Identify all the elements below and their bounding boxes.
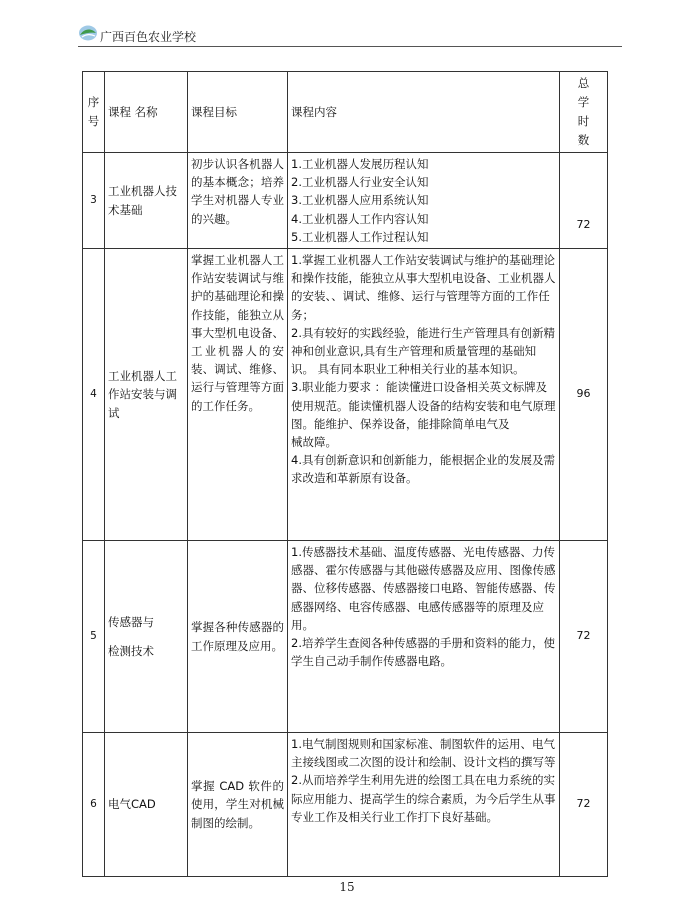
row-seq: 3 xyxy=(83,153,105,249)
row-hours: 72 xyxy=(560,153,608,249)
row-hours: 72 xyxy=(560,541,608,733)
school-logo-icon xyxy=(78,24,98,42)
header-course-name: 课程 名称 xyxy=(105,72,188,153)
row-course-name: 工业机器人工作站安装与调试 xyxy=(105,249,188,541)
table-row xyxy=(83,249,608,541)
curriculum-table xyxy=(82,71,608,877)
header-total-hours: 总 学 时 数 xyxy=(560,72,608,153)
row-course-name: 电气CAD xyxy=(105,733,188,877)
row-hours: 72 xyxy=(560,733,608,877)
row-course-goal: 掌握工业机器人工作站安装调试与维护的基础理论和操作技能，能独立从事大型机电设备、工业机器人的安装、调试、维修、运行与管理等方面的工作任务。 xyxy=(188,249,288,541)
row-seq: 4 xyxy=(83,249,105,541)
row-seq: 6 xyxy=(83,733,105,877)
table-row xyxy=(83,733,608,877)
school-name: 广西百色农业学校 xyxy=(100,30,197,44)
row-course-content: 1.传感器技术基础、温度传感器、光电传感器、力传感器、霍尔传感器与其他磁传感器及应用、图像传感器、位移传感器、传感器接口电路、智能传感器、传感器网络、电容传感器、电感传感器等的原理及应用。 2.培养学生查阅各种传感器的手册和资料的能力，使学生自己动手制作传感器电路。 xyxy=(288,541,560,733)
row-seq: 5 xyxy=(83,541,105,733)
row-course-content: 1.工业机器人发展历程认知 2.工业机器人行业安全认知 3.工业机器人应用系统认知 4.工业机器人工作内容认知 5.工业机器人工作过程认知 xyxy=(288,153,560,249)
row-course-goal: 初步认识各机器人的基本概念；培养学生对机器人专业的兴趣。 xyxy=(188,153,288,249)
table-header-row xyxy=(83,72,608,153)
row-course-name: 传感器与 检测技术 xyxy=(105,541,188,733)
header-course-goal: 课程目标 xyxy=(188,72,288,153)
row-course-content: 1.掌握工业机器人工作站安装调试与维护的基础理论和操作技能，能独立从事大型机电设备、工业机器人的安装、、调试、维修、运行与管理等方面的工作任务； 2.具有较好的实践经验，能进行生产管理具有创新精神和创业意识,具有生产管理和质量管理的基础知识。 具有同本职业工种相关行业的基本知识。 3.职业能力要求 ：能读懂进口设备相关英文标牌及使用规范。能读懂机器人设备的结构安装和电气原理图。能维护、保养设备，能排除简单电气及 械故障。 4.具有创新意识和创新能力，能根据企业的发展及需求改造和革新原有设备。 xyxy=(288,249,560,541)
page-header xyxy=(78,22,622,47)
row-course-content: 1.电气制图规则和国家标准、制图软件的运用、电气主接线图或二次图的设计和绘制、设计文档的撰写等 2.从而培养学生利用先进的绘图工具在电力系统的实际应用能力、提高学生的综合素质，为今后学生从事专业工作及相关行业工作打下良好基础。 xyxy=(288,733,560,877)
page-number: 15 xyxy=(339,880,355,894)
row-course-goal: 掌握 CAD 软件的使用，学生对机械制图的绘制。 xyxy=(188,733,288,877)
row-course-goal: 掌握各种传感器的工作原理及应用。 xyxy=(188,541,288,733)
table-row xyxy=(83,153,608,249)
row-hours: 96 xyxy=(560,249,608,541)
table-row xyxy=(83,541,608,733)
row-course-name: 工业机器人技术基础 xyxy=(105,153,188,249)
header-course-content: 课程内容 xyxy=(288,72,560,153)
header-seq: 序 号 xyxy=(83,72,105,153)
